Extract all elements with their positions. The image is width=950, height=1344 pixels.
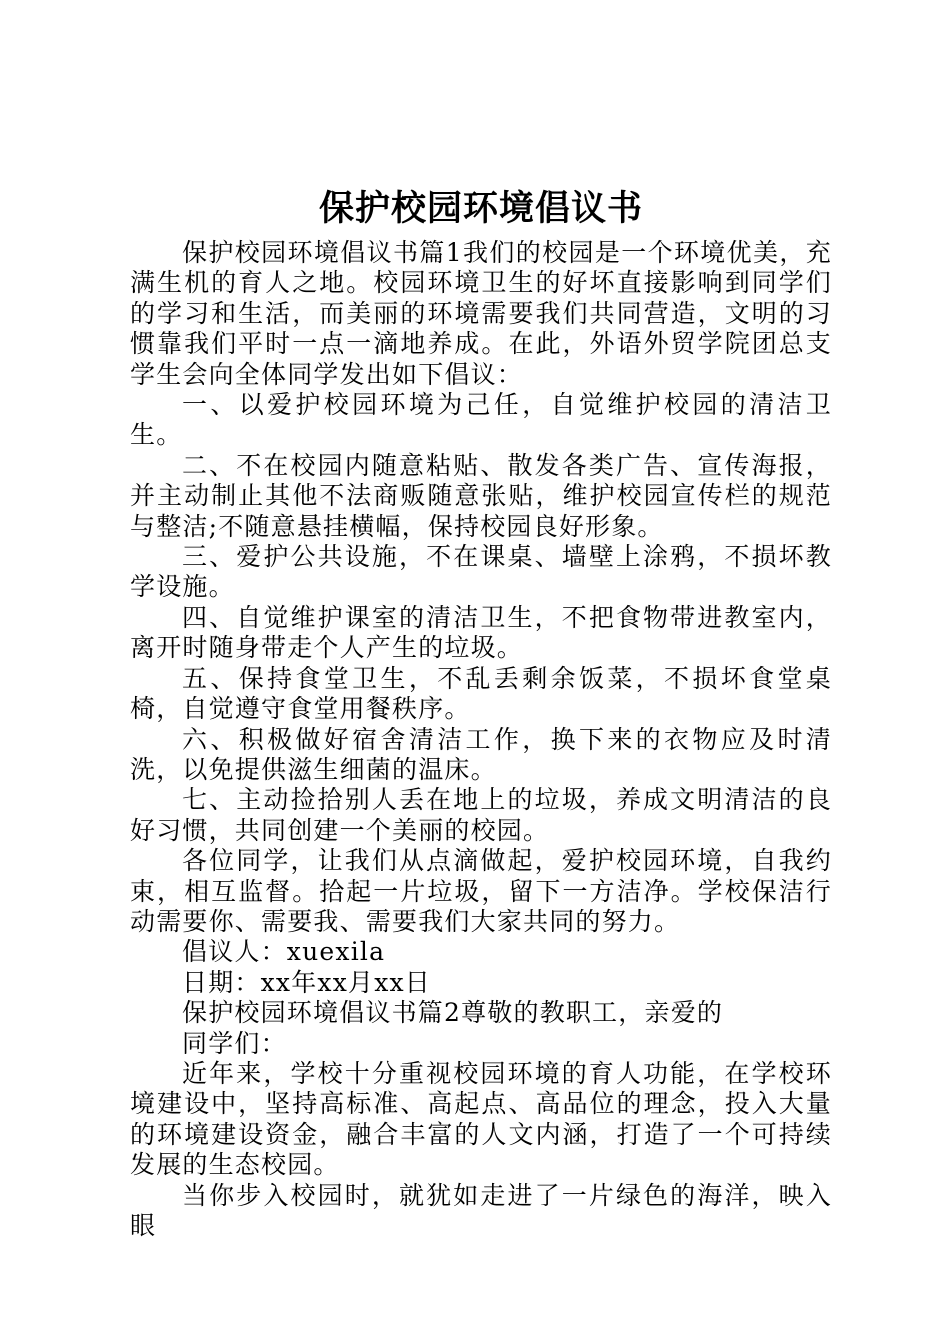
date-line: 日期：xx年xx月xx日	[182, 967, 431, 997]
document-title: 保护校园环境倡议书	[318, 188, 643, 229]
paragraph-item-4: 四、自觉维护课室的清洁卫生，不把食物带进教室内，离开时随身带走个人产生的垃圾。	[130, 602, 832, 663]
paragraph-closing: 各位同学，让我们从点滴做起，爱护校园环境，自我约束，相互监督。拾起一片垃圾，留下一方洁净。学校保洁行动需要你、需要我、需要我们大家共同的努力。	[130, 846, 832, 936]
paragraph-item-3: 三、爱护公共设施，不在课桌、墙壁上涂鸦，不损坏教学设施。	[130, 542, 832, 602]
paragraph-part2-body-1: 近年来，学校十分重视校园环境的育人功能，在学校环境建设中，坚持高标准、高起点、高品位的理念，投入大量的环境建设资金，融合丰富的人文内涵，打造了一个可持续发展的生态校园。	[130, 1058, 832, 1180]
document-body	[130, 238, 832, 1241]
paragraph-item-7: 七、主动捡拾别人丢在地上的垃圾，养成文明清洁的良好习惯，共同创建一个美丽的校园。	[130, 785, 832, 845]
paragraph-part2-heading: 保护校园环境倡议书篇2尊敬的教职工，亲爱的	[182, 998, 724, 1028]
paragraph-intro: 保护校园环境倡议书篇1我们的校园是一个环境优美，充满生机的育人之地。校园环境卫生的好坏直接影响到同学们的学习和生活，而美丽的环境需要我们共同营造，文明的习惯靠我们平时一点一滴地养成。在此，外语外贸学院团总支学生会向全体同学发出如下倡议：	[130, 238, 832, 389]
document-page	[130, 180, 832, 1241]
paragraph-item-5: 五、保持食堂卫生，不乱丢剩余饭菜，不损坏食堂桌椅，自觉遵守食堂用餐秩序。	[130, 663, 832, 724]
paragraph-part2-body-2: 当你步入校园时，就犹如走进了一片绿色的海洋，映入眼	[130, 1180, 832, 1240]
paragraph-item-6: 六、积极做好宿舍清洁工作，换下来的衣物应及时清洗，以免提供滋生细菌的温床。	[130, 724, 832, 784]
signature-line: 倡议人：xuexila	[182, 937, 386, 967]
paragraph-salutation: 同学们：	[182, 1028, 287, 1058]
paragraph-item-2: 二、不在校园内随意粘贴、散发各类广告、宣传海报，并主动制止其他不法商贩随意张贴，维护校园宣传栏的规范与整洁;不随意悬挂横幅，保持校园良好形象。	[130, 450, 832, 541]
paragraph-item-1: 一、以爱护校园环境为己任，自觉维护校园的清洁卫生。	[130, 390, 832, 450]
